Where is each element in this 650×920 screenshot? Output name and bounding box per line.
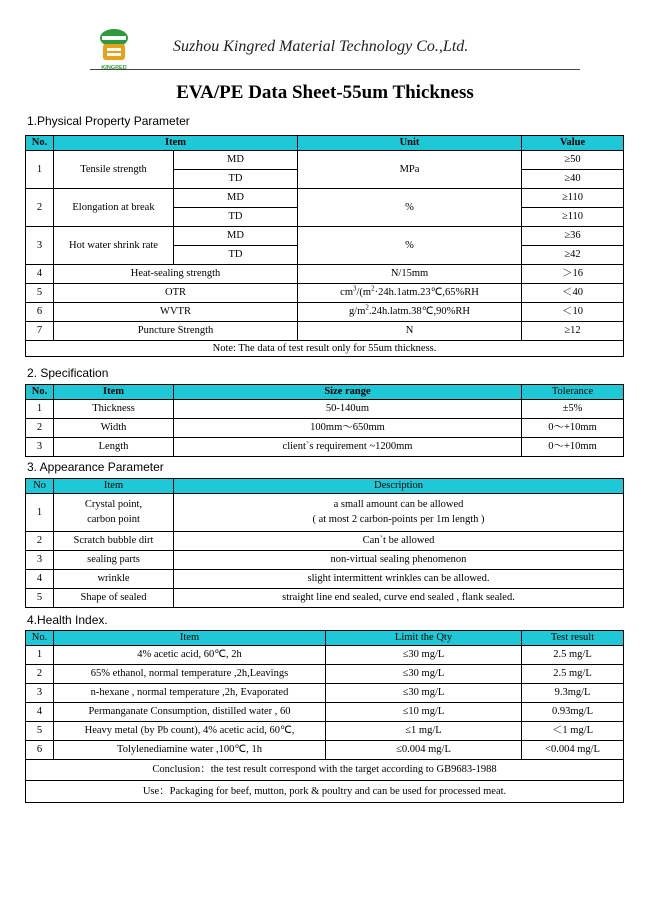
table-row <box>26 494 624 532</box>
row-direction: MD <box>174 189 298 208</box>
table-row <box>26 665 624 684</box>
row-item: sealing parts <box>54 551 174 570</box>
table-row <box>26 703 624 722</box>
use-row <box>26 781 624 803</box>
row-item: 4% acetic acid, 60℃, 2h <box>54 646 326 665</box>
row-description: non-virtual sealing phenomenon <box>174 551 624 570</box>
row-item: Hot water shrink rate <box>54 227 174 265</box>
row-no: 2 <box>26 189 54 227</box>
unit-part: cm <box>340 287 353 298</box>
row-item <box>54 494 174 532</box>
table-row <box>26 438 624 457</box>
description-line: a small amount can be allowed <box>333 499 464 510</box>
row-direction: MD <box>174 151 298 170</box>
row-unit: % <box>298 227 522 265</box>
table-header-row <box>26 136 624 151</box>
table-row <box>26 570 624 589</box>
row-limit: ≤1 mg/L <box>326 722 522 741</box>
row-limit: ≤0.004 mg/L <box>326 741 522 760</box>
row-direction: TD <box>174 170 298 189</box>
row-unit: MPa <box>298 151 522 189</box>
row-no: 3 <box>26 438 54 457</box>
header-test-result: Test result <box>522 631 624 646</box>
table-row <box>26 722 624 741</box>
row-tolerance: 0～+10mm <box>522 438 624 457</box>
row-value: ＜40 <box>522 284 624 303</box>
row-item: Shape of sealed <box>54 589 174 608</box>
table-header-row <box>26 479 624 494</box>
row-value: ≥40 <box>522 170 624 189</box>
header-description: Description <box>174 479 624 494</box>
row-item: WVTR <box>54 303 298 322</box>
row-no: 3 <box>26 227 54 265</box>
row-no: 1 <box>26 400 54 419</box>
table-row <box>26 265 624 284</box>
row-no: 5 <box>26 722 54 741</box>
row-no: 6 <box>26 303 54 322</box>
use-text: Use：Packaging for beef, mutton, pork & poultry and can be used for processed meat. <box>26 781 624 803</box>
row-value: ≥42 <box>522 246 624 265</box>
row-test-result: 2.5 mg/L <box>522 646 624 665</box>
table-header-row <box>26 385 624 400</box>
row-limit: ≤30 mg/L <box>326 684 522 703</box>
row-limit: ≤30 mg/L <box>326 665 522 684</box>
row-description <box>174 494 624 532</box>
row-no: 4 <box>26 703 54 722</box>
row-tolerance: 0～+10mm <box>522 419 624 438</box>
row-no: 2 <box>26 419 54 438</box>
specification-table <box>25 384 624 457</box>
row-no: 6 <box>26 741 54 760</box>
row-item: 65% ethanol, normal temperature ,2h,Leavings <box>54 665 326 684</box>
row-no: 2 <box>26 665 54 684</box>
row-direction: MD <box>174 227 298 246</box>
table-row <box>26 532 624 551</box>
table-row <box>26 227 624 246</box>
header-unit: Unit <box>298 136 522 151</box>
row-limit: ≤10 mg/L <box>326 703 522 722</box>
row-item: Thickness <box>54 400 174 419</box>
row-direction: TD <box>174 208 298 227</box>
row-value: ≥36 <box>522 227 624 246</box>
note-row <box>26 341 624 357</box>
row-size-range: client`s requirement ~1200mm <box>174 438 522 457</box>
unit-part: ·24h.1atm.23℃,65%RH <box>374 287 479 298</box>
row-no: 3 <box>26 551 54 570</box>
row-unit: N/15mm <box>298 265 522 284</box>
header-no: No. <box>26 136 54 151</box>
description-line: ( at most 2 carbon-points per 1m length ) <box>312 514 485 525</box>
header-divider <box>90 69 580 70</box>
row-item: Puncture Strength <box>54 322 298 341</box>
row-value: ＜10 <box>522 303 624 322</box>
row-value: ≥110 <box>522 208 624 227</box>
row-size-range: 50-140um <box>174 400 522 419</box>
header-no: No. <box>26 631 54 646</box>
unit-superscript: 3 <box>352 284 357 293</box>
row-limit: ≤30 mg/L <box>326 646 522 665</box>
row-item: Length <box>54 438 174 457</box>
table-row <box>26 684 624 703</box>
row-item: Tensile strength <box>54 151 174 189</box>
header-limit: Limit the Qty <box>326 631 522 646</box>
unit-part: /(m <box>356 287 372 298</box>
physical-property-table <box>25 135 624 357</box>
header-item: Item <box>54 479 174 494</box>
unit-part: g/m <box>349 306 366 317</box>
header-size-range: Size range <box>174 385 522 400</box>
row-size-range: 100mm～650mm <box>174 419 522 438</box>
row-no: 5 <box>26 284 54 303</box>
table-row <box>26 419 624 438</box>
row-item: n-hexane , normal temperature ,2h, Evaporated <box>54 684 326 703</box>
row-item: OTR <box>54 284 298 303</box>
row-value: ≥50 <box>522 151 624 170</box>
row-no: 4 <box>26 570 54 589</box>
header-item: Item <box>54 136 298 151</box>
row-item: Heat-sealing strength <box>54 265 298 284</box>
section-2-title: 2. Specification <box>27 366 109 380</box>
row-item: wrinkle <box>54 570 174 589</box>
row-unit: N <box>298 322 522 341</box>
table-row <box>26 284 624 303</box>
document-title: EVA/PE Data Sheet-55um Thickness <box>176 82 474 103</box>
row-item: Permanganate Consumption, distilled water , 60 <box>54 703 326 722</box>
conclusion-text: Conclusion：the test result correspond with the target according to GB9683-1988 <box>26 760 624 781</box>
row-test-result: 0.93mg/L <box>522 703 624 722</box>
row-item: Elongation at break <box>54 189 174 227</box>
header-value: Value <box>522 136 624 151</box>
company-logo <box>90 24 138 72</box>
row-tolerance: ±5% <box>522 400 624 419</box>
row-description: slight intermittent wrinkles can be allowed. <box>174 570 624 589</box>
header-no: No <box>26 479 54 494</box>
table-note: Note: The data of test result only for 55um thickness. <box>26 341 624 357</box>
row-description: Can`t be allowed <box>174 532 624 551</box>
company-name: Suzhou Kingred Material Technology Co.,Ltd. <box>173 38 469 55</box>
table-row <box>26 589 624 608</box>
row-item: Heavy metal (by Pb count), 4% acetic acid, 60℃, <box>54 722 326 741</box>
row-no: 3 <box>26 684 54 703</box>
logo-text: KINGRED <box>101 65 127 71</box>
row-test-result: 9.3mg/L <box>522 684 624 703</box>
header-item: Item <box>54 385 174 400</box>
row-test-result: ＜1 mg/L <box>522 722 624 741</box>
row-no: 7 <box>26 322 54 341</box>
appearance-table <box>25 478 624 608</box>
row-unit: % <box>298 189 522 227</box>
row-unit <box>298 303 522 322</box>
table-row <box>26 322 624 341</box>
unit-superscript: 2 <box>365 303 369 312</box>
row-no: 1 <box>26 151 54 189</box>
header-no: No. <box>26 385 54 400</box>
item-line: carbon point <box>87 514 140 525</box>
row-value: ≥12 <box>522 322 624 341</box>
row-item: Width <box>54 419 174 438</box>
table-header-row <box>26 631 624 646</box>
table-row <box>26 400 624 419</box>
item-line: Crystal point, <box>84 499 143 510</box>
row-value: ＞16 <box>522 265 624 284</box>
table-row <box>26 646 624 665</box>
row-unit <box>298 284 522 303</box>
row-item: Tolylenediamine water ,100℃, 1h <box>54 741 326 760</box>
section-1-title: 1.Physical Property Parameter <box>27 114 190 128</box>
header-item: Item <box>54 631 326 646</box>
row-no: 5 <box>26 589 54 608</box>
section-3-title: 3. Appearance Parameter <box>27 460 164 474</box>
section-4-title: 4.Health Index. <box>27 613 108 627</box>
table-row <box>26 151 624 170</box>
table-row <box>26 303 624 322</box>
table-row <box>26 189 624 208</box>
row-no: 2 <box>26 532 54 551</box>
row-item: Scratch bubble dirt <box>54 532 174 551</box>
unit-superscript: 2 <box>371 284 375 293</box>
conclusion-row <box>26 760 624 781</box>
row-description: straight line end sealed, curve end sealed , flank sealed. <box>174 589 624 608</box>
row-direction: TD <box>174 246 298 265</box>
row-no: 4 <box>26 265 54 284</box>
header-tolerance: Tolerance <box>522 385 624 400</box>
row-value: ≥110 <box>522 189 624 208</box>
row-test-result: 2.5 mg/L <box>522 665 624 684</box>
row-no: 1 <box>26 646 54 665</box>
unit-part: .24h.latm.38℃,90%RH <box>368 306 470 317</box>
row-test-result: <0.004 mg/L <box>522 741 624 760</box>
table-row <box>26 551 624 570</box>
health-index-table <box>25 630 624 803</box>
table-row <box>26 741 624 760</box>
row-no: 1 <box>26 494 54 532</box>
